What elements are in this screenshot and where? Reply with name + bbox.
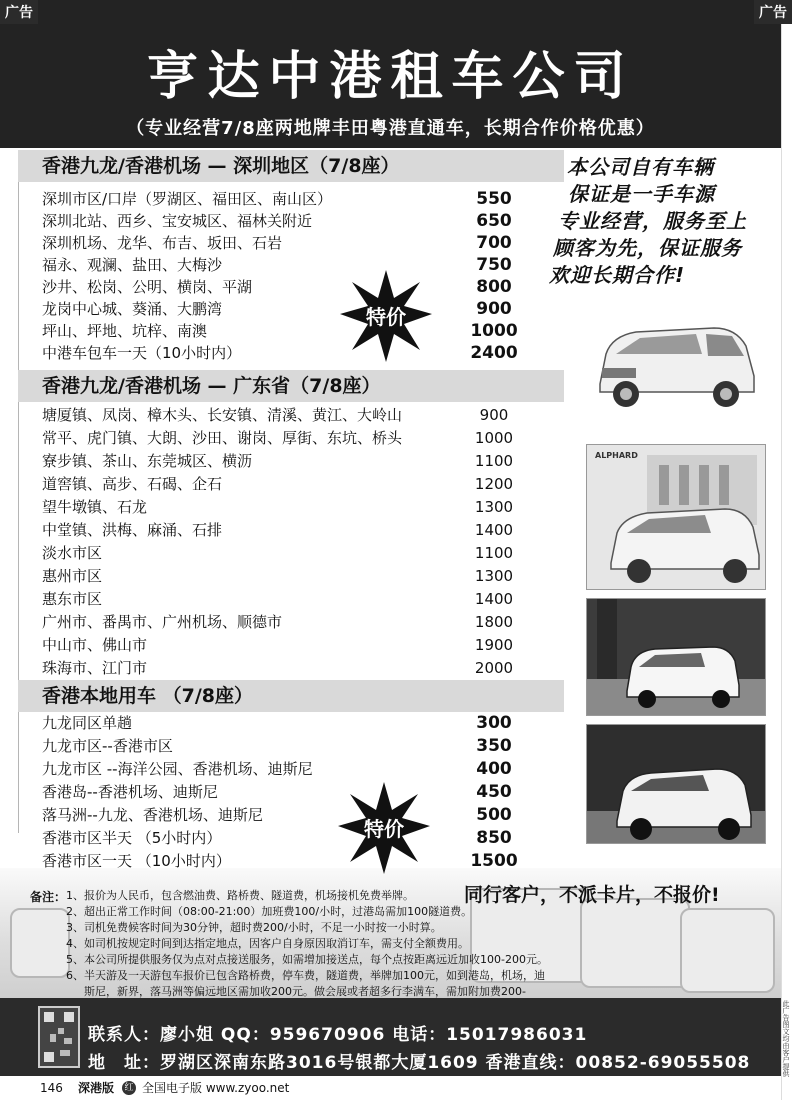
price-row: 塘厦镇、凤岗、樟木头、长安镇、清溪、黄江、大岭山 900 [42, 406, 509, 424]
price-row: 广州市、番禺市、广州机场、顺德市 1800 [42, 613, 514, 631]
ad-label-left: 广告 [0, 0, 38, 24]
company-title: 亨达中港租车公司 [146, 47, 635, 107]
price-row: 九龙市区 --海洋公园、香港机场、迪斯尼 400 [42, 759, 512, 779]
bus-shape [10, 908, 70, 978]
price-row: 深圳机场、龙华、布吉、坂田、石岩 700 [42, 233, 512, 253]
minivan-illustration [586, 306, 766, 418]
section-shenzhen-title: 香港九龙/香港机场 — 深圳地区（7/8座） [18, 150, 564, 182]
section-hongkong-title: 香港本地用车 （7/8座） [18, 680, 564, 712]
price-row: 福永、观澜、盐田、大梅沙 750 [42, 255, 512, 275]
special-price-badge: 特价 [338, 268, 434, 364]
price-content [0, 148, 781, 998]
price-row: 九龙市区--香港市区 350 [42, 736, 512, 756]
car-photo [586, 724, 766, 844]
note-item: 斯尼，新界，落马洲等偏远地区需加收200元。做会展或者超多行李满车，需加附加费200- [84, 985, 526, 998]
price-row: 中堂镇、洪梅、麻涌、石排 1400 [42, 521, 514, 539]
price-row: 深圳市区/口岸（罗湖区、福田区、南山区） 550 [42, 189, 512, 209]
car-photo [586, 444, 766, 590]
minivan-night-illustration [587, 725, 766, 844]
page-footer [0, 1076, 781, 1100]
no-dealer-notice: 同行客户，不派卡片，不报价! [464, 884, 720, 906]
car-photo [586, 306, 766, 418]
price-row: 珠海市、江门市 2000 [42, 659, 514, 677]
car-photo [586, 598, 766, 716]
notes-title: 备注： [30, 890, 67, 904]
price-row: 香港岛--香港机场、迪斯尼 450 [42, 782, 512, 802]
price-row: 沙井、松岗、公明、横岗、平湖 800 [42, 277, 512, 297]
note-item: 5、本公司所提供服务仅为点对点接送服务，如需增加接送点，每个点按距离远近加收100-200元。 [66, 953, 548, 966]
slogan-line: 顾客为先，保证服务 [553, 236, 742, 260]
price-row: 惠东市区 1400 [42, 590, 514, 608]
note-item: 1、报价为人民币，包含燃油费、路桥费、隧道费，机场接机免费举牌。 [66, 889, 414, 902]
price-row: 道窖镇、高步、石碣、企石 1200 [42, 475, 514, 493]
price-row: 香港市区一天 （10小时内） 1500 [42, 851, 518, 871]
price-row: 淡水市区 1100 [42, 544, 514, 562]
contact-bar [0, 998, 781, 1076]
price-row: 龙岗中心城、葵涌、大鹏湾 900 [42, 299, 512, 319]
price-row: 香港市区半天 （5小时内） 850 [42, 828, 512, 848]
section-divider [18, 178, 19, 833]
minivan-showroom-illustration [587, 445, 766, 590]
price-row: 九龙同区单趟 300 [42, 713, 512, 733]
section-guangdong-title: 香港九龙/香港机场 — 广东省（7/8座） [18, 370, 564, 402]
slogan-line: 专业经营，服务至上 [558, 209, 747, 233]
qr-code [38, 1006, 80, 1068]
ad-label-right: 广告 [754, 0, 792, 24]
note-item: 6、半天游及一天游包车报价已包含路桥费，停车费，隧道费，举牌加100元，如到港岛，机场，迪 [66, 969, 545, 982]
price-row: 中港车包车一天（10小时内） 2400 [42, 343, 518, 363]
edition-label: 深港版 [78, 1081, 115, 1095]
price-row: 坪山、坪地、坑梓、南澳 1000 [42, 321, 518, 341]
side-strip [781, 0, 792, 1100]
side-disclaimer: 此广告图文均由客户提供 [782, 1000, 790, 1077]
price-row: 惠州市区 1300 [42, 567, 514, 585]
note-item: 4、如司机按规定时间到达指定地点，因客户自身原因取消订车，需支付全额费用。 [66, 937, 469, 950]
price-row: 落马洲--九龙、香港机场、迪斯尼 500 [42, 805, 512, 825]
bus-shape [680, 908, 775, 993]
price-row: 深圳北站、西乡、宝安城区、福林关附近 650 [42, 211, 512, 231]
photo-caption: ALPHARD [595, 451, 638, 460]
contact-person-line: 联系人：廖小姐 QQ：959670906 电话：15017986031 [88, 1025, 588, 1045]
edition-badge-icon: 红 [122, 1081, 136, 1095]
price-row: 常平、虎门镇、大朗、沙田、谢岗、厚街、东坑、桥头 1000 [42, 429, 514, 447]
note-item: 3、司机免费候客时间为30分钟，超时费200/小时，不足一小时按一小时算。 [66, 921, 442, 934]
slogan-line: 保证是一手车源 [568, 182, 715, 206]
price-row: 望牛墩镇、石龙 1300 [42, 498, 514, 516]
note-item: 2、超出正常工作时间（08:00-21:00）加班费100/小时，过港岛需加100隧道费。 [66, 905, 473, 918]
company-subtitle: （专业经营7/8座两地牌丰田粤港直通车，长期合作价格优惠） [126, 118, 655, 139]
site-url: 全国电子版 www.zyoo.net [142, 1081, 290, 1095]
special-price-badge: 特价 [336, 780, 432, 876]
header-banner [0, 0, 781, 148]
price-row: 寮步镇、茶山、东莞城区、横沥 1100 [42, 452, 514, 470]
slogan-line: 欢迎长期合作! [549, 263, 686, 287]
address-line: 地 址：罗湖区深南东路3016号银都大厦1609 香港直线：00852-69055508 [88, 1053, 751, 1073]
page-number: 146 [40, 1081, 63, 1095]
minivan-street-illustration [587, 599, 766, 716]
qr-code-icon [40, 1008, 78, 1066]
slogan-line: 本公司自有车辆 [567, 155, 714, 179]
price-row: 中山市、佛山市 1900 [42, 636, 514, 654]
